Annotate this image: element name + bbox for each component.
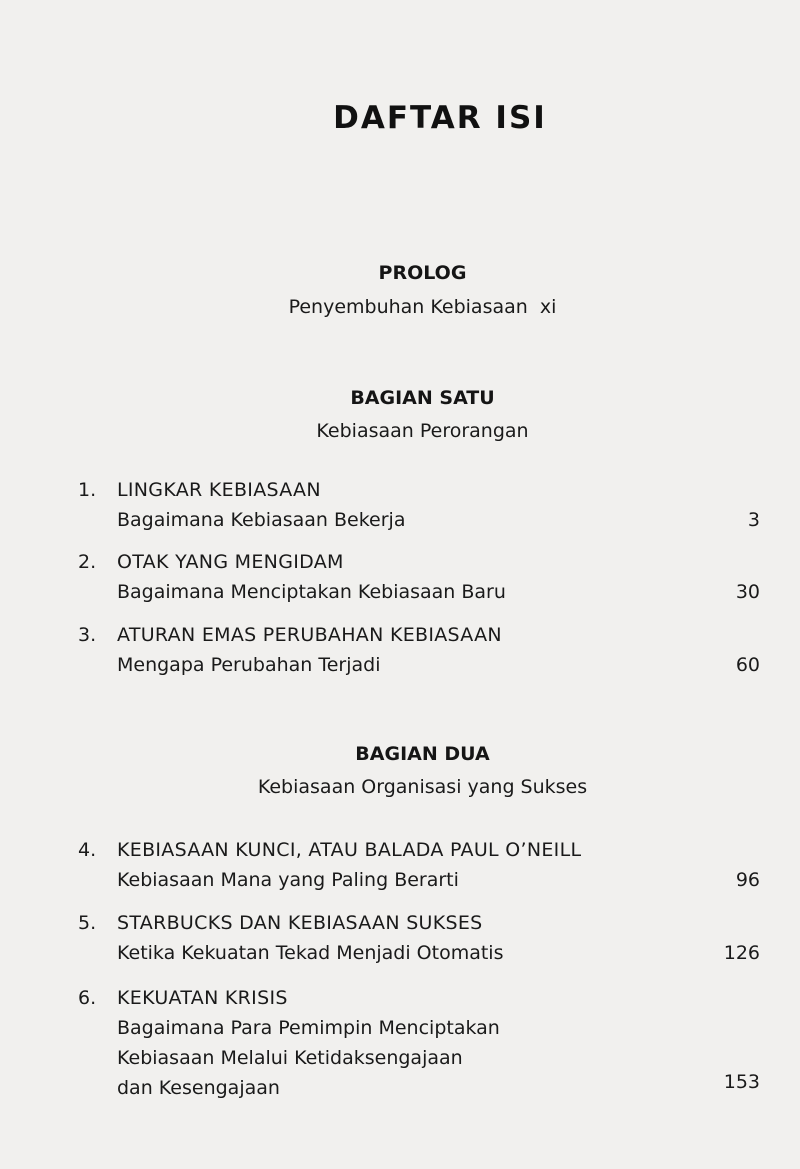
part-1-subtitle: Kebiasaan Perorangan — [316, 420, 529, 442]
chapter-subtitle: Bagaimana Menciptakan Kebiasaan Baru — [117, 581, 506, 603]
chapter-title: KEKUATAN KRISIS — [117, 987, 288, 1009]
prolog-subtitle: Penyembuhan Kebiasaan — [288, 296, 528, 318]
chapter-page: 96 — [735, 869, 760, 891]
chapter-number: 2. — [78, 551, 97, 573]
chapter-page: 3 — [747, 509, 760, 531]
page-title: DAFTAR ISI — [333, 100, 547, 136]
chapter-subtitle: Mengapa Perubahan Terjadi — [117, 654, 381, 676]
chapter-number: 5. — [78, 912, 97, 934]
chapter-subtitle: Ketika Kekuatan Tekad Menjadi Otomatis — [117, 942, 504, 964]
prolog-subtitle-line — [0, 296, 800, 318]
chapter-title: OTAK YANG MENGIDAM — [117, 551, 344, 573]
chapter-subtitle: Bagaimana Kebiasaan Bekerja — [117, 509, 406, 531]
chapter-page: 30 — [735, 581, 760, 603]
chapter-number: 6. — [78, 987, 97, 1009]
chapter-subtitle: Kebiasaan Mana yang Paling Berarti — [117, 869, 459, 891]
part-1-heading: BAGIAN SATU — [350, 387, 495, 409]
chapter-title: LINGKAR KEBIASAAN — [117, 479, 321, 501]
chapter-number: 3. — [78, 624, 97, 646]
chapter-page: 126 — [723, 942, 760, 964]
chapter-subtitle-line-2: Kebiasaan Melalui Ketidaksengajaan — [117, 1047, 463, 1069]
chapter-title: ATURAN EMAS PERUBAHAN KEBIASAAN — [117, 624, 502, 646]
chapter-title: STARBUCKS DAN KEBIASAAN SUKSES — [117, 912, 483, 934]
prolog-page: xi — [539, 296, 557, 318]
chapter-number: 1. — [78, 479, 97, 501]
chapter-subtitle-line-3: dan Kesengajaan — [117, 1077, 280, 1099]
part-2-heading: BAGIAN DUA — [355, 743, 490, 765]
part-2-subtitle: Kebiasaan Organisasi yang Sukses — [257, 776, 588, 798]
prolog-heading: PROLOG — [378, 262, 467, 284]
chapter-page: 60 — [735, 654, 760, 676]
chapter-number: 4. — [78, 839, 97, 861]
chapter-subtitle-line-1: Bagaimana Para Pemimpin Menciptakan — [117, 1017, 500, 1039]
chapter-page: 153 — [723, 1071, 760, 1093]
chapter-title: KEBIASAAN KUNCI, ATAU BALADA PAUL O’NEILL — [117, 839, 582, 861]
